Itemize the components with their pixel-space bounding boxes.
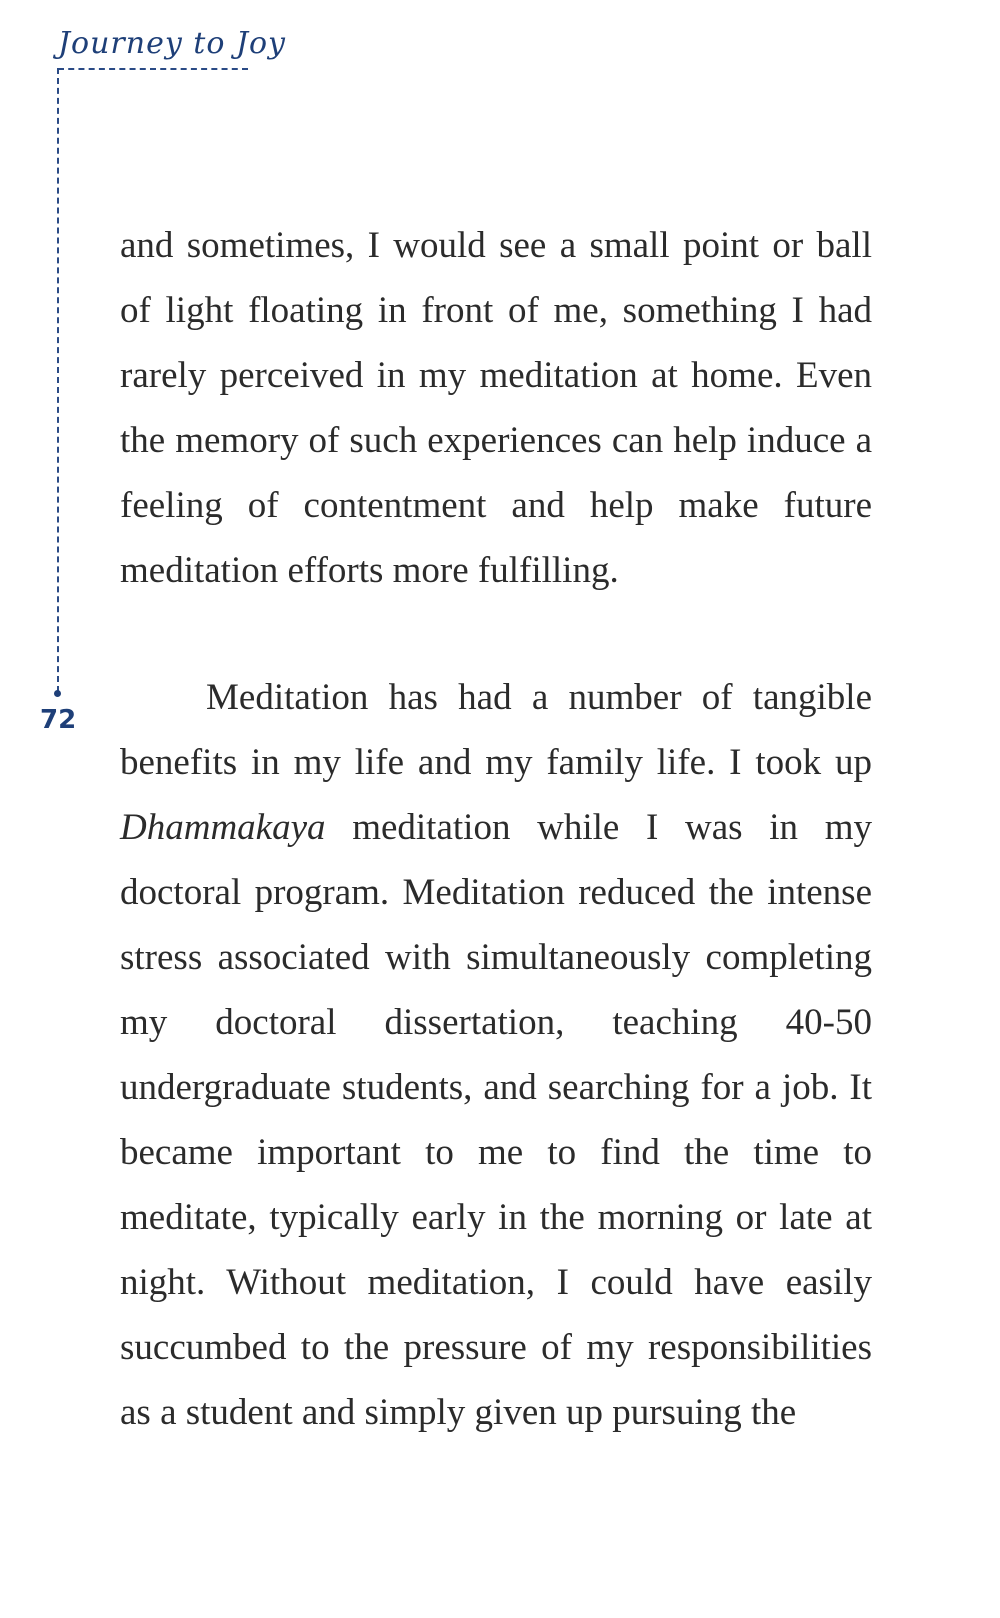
paragraph-2-text-end: meditation while I was in my doctoral program. Meditation reduced the intense stress associated with simultaneously completing my doctoral dissertation, teaching 40-50 undergraduate students, and searching for a job. It became important to me to find the time to meditate, typically early in the morning or late at night. Without meditation, I could have easily succumbed to the pressure of my responsibilities as a student and simply given up pursuing the (120, 807, 872, 1433)
paragraph-2-italic-term: Dhammakaya (120, 807, 326, 848)
paragraph-1: and sometimes, I would see a small point or ball of light floating in front of me, something I had rarely perceived in my meditation at home. Even the memory of such experiences can help induce a feeling of contentment and help make future meditation efforts more fulfilling. (120, 225, 872, 591)
margin-rule-endpoint-dot (54, 690, 61, 697)
header-dashed-rule (58, 68, 248, 70)
margin-dashed-rule (57, 68, 59, 692)
paragraph-2-text-start: Meditation has had a number of tangible benefits in my life and my family life. I took up (120, 677, 872, 783)
running-head-title: Journey to Joy (58, 26, 286, 61)
page-number: 72 (40, 705, 77, 735)
paragraph-2 (120, 665, 872, 1445)
